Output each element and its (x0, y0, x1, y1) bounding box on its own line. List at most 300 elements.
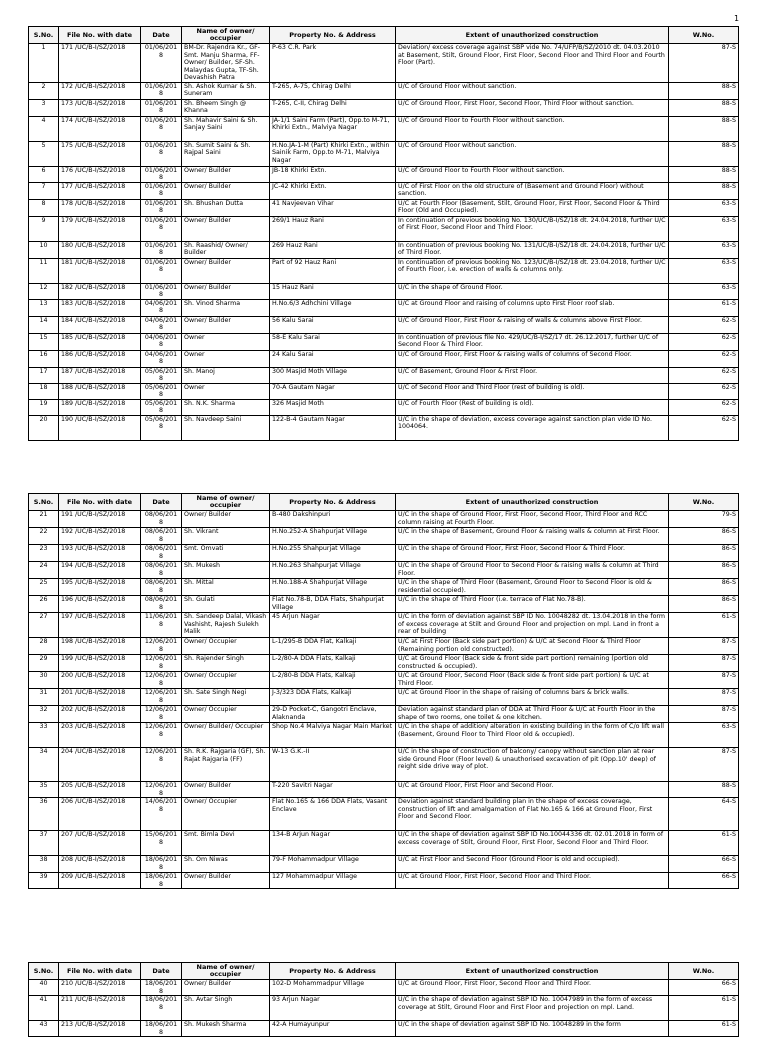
property-cell: H.No.JA-1-M (Part) Khirki Extn., within Sainik Farm, Opp.to M-71, Malviya Nagar (270, 141, 396, 166)
header-row (29, 27, 739, 44)
property-cell: 15 Hauz Rani (270, 283, 396, 299)
property-cell: H.No.188-A Shahpurjat Village (270, 579, 396, 596)
extent-cell: U/C of Second Floor and Third Floor (rest of building is old). (396, 383, 669, 399)
date-cell: 12/06/2018 (141, 706, 182, 723)
property-cell: 29-D Pocket-C, Gangotri Enclave, Alaknanda (270, 706, 396, 723)
property-cell: Flat No.165 & 166 DDA Flats, Vasant Enclave (270, 798, 396, 831)
records-table-3 (28, 962, 739, 1037)
owner-cell: Owner/ Builder (182, 283, 270, 299)
ward-no-cell: 61-S (669, 613, 739, 638)
header-wno: W.No. (669, 494, 739, 511)
sno-cell: 31 (29, 689, 59, 706)
date-cell: 08/06/2018 (141, 545, 182, 562)
extent-cell: In continuation of previous file No. 429/UC/B-I/SZ/17 dt. 26.12.2017, further U/C of Second Floor & Third Floor. (396, 333, 669, 350)
sno-cell: 43 (29, 1021, 59, 1037)
table-row (29, 798, 739, 831)
sno-cell: 36 (29, 798, 59, 831)
extent-cell: U/C in the shape of Ground Floor, First Floor, Second Floor & Third Floor. (396, 545, 669, 562)
extent-cell: U/C at Ground Floor, First Floor, Second Floor and Third Floor. (396, 873, 669, 889)
extent-cell: U/C at Ground Floor (Back side & front side part portion) remaining (portion old constructed & occupied). (396, 655, 669, 672)
sno-cell: 14 (29, 316, 59, 333)
table-row (29, 82, 739, 99)
owner-cell: Sh. Sandeep Dalal, Vikash Vashisht, Rajesh Sulekh Malik (182, 613, 270, 638)
table-row (29, 613, 739, 638)
ward-no-cell: 62-S (669, 383, 739, 399)
property-cell: 24 Kalu Sarai (270, 350, 396, 367)
file-no-cell: 179 /UC/B-I/SZ/2018 (59, 216, 141, 241)
table-row (29, 672, 739, 689)
header-wno: W.No. (669, 963, 739, 980)
ward-no-cell: 87-S (669, 638, 739, 655)
sno-cell: 21 (29, 511, 59, 528)
date-cell: 01/06/2018 (141, 116, 182, 141)
ward-no-cell: 63-S (669, 723, 739, 748)
header-row (29, 494, 739, 511)
ward-no-cell: 62-S (669, 316, 739, 333)
date-cell: 08/06/2018 (141, 596, 182, 613)
table-row (29, 182, 739, 199)
property-cell: 42-A Humayunpur (270, 1021, 396, 1037)
sno-cell: 5 (29, 141, 59, 166)
property-cell: 58-E Kalu Sarai (270, 333, 396, 350)
ward-no-cell: 66-S (669, 856, 739, 873)
table-row (29, 545, 739, 562)
property-cell: JC-42 Khirki Extn. (270, 182, 396, 199)
ward-no-cell: 61-S (669, 299, 739, 316)
date-cell: 12/06/2018 (141, 689, 182, 706)
extent-cell: Deviation against standard plan of DDA at Third Floor & U/C at Fourth Floor in the shape of two rooms, one toilet & one kitchen. (396, 706, 669, 723)
owner-cell: Owner (182, 333, 270, 350)
extent-cell: U/C of Basement, Ground Floor & First Floor. (396, 367, 669, 383)
table-row (29, 996, 739, 1021)
sno-cell: 6 (29, 166, 59, 182)
extent-cell: U/C at Ground Floor, First Floor, Second Floor and Third Floor. (396, 980, 669, 996)
property-cell: 326 Masjid Moth (270, 399, 396, 415)
sno-cell: 30 (29, 672, 59, 689)
owner-cell: Sh. Gulati (182, 596, 270, 613)
extent-cell: In continuation of previous booking No. 123/UC/B-I/SZ/18 dt. 23.04.2018, further U/C of Fourth Floor, i.e. erection of walls & columns only. (396, 258, 669, 283)
ward-no-cell: 88-S (669, 182, 739, 199)
table-row (29, 980, 739, 996)
header-property: Property No. & Address (270, 27, 396, 44)
sno-cell: 40 (29, 980, 59, 996)
owner-cell: Sh. Mukesh (182, 562, 270, 579)
file-no-cell: 183 /UC/B-I/SZ/2018 (59, 299, 141, 316)
table-body (29, 44, 739, 441)
ward-no-cell: 61-S (669, 1021, 739, 1037)
file-no-cell: 213 /UC/B-I/SZ/2018 (59, 1021, 141, 1037)
sno-cell: 3 (29, 99, 59, 116)
extent-cell: U/C at Ground Floor in the shape of raising of columns bars & brick walls. (396, 689, 669, 706)
date-cell: 01/06/2018 (141, 199, 182, 216)
extent-cell: U/C at Fourth Floor (Basement, Stilt, Ground Floor, First Floor, Second Floor & Third Floor (Old and Occupied). (396, 199, 669, 216)
table-row (29, 283, 739, 299)
table-row (29, 1021, 739, 1037)
header-file: File No. with date (59, 963, 141, 980)
property-cell: 41 Navjeevan Vihar (270, 199, 396, 216)
owner-cell: Sh. Avtar Singh (182, 996, 270, 1021)
file-no-cell: 194 /UC/B-I/SZ/2018 (59, 562, 141, 579)
owner-cell: Sh. Raashid/ Owner/ Builder (182, 241, 270, 258)
file-no-cell: 172 /UC/B-I/SZ/2018 (59, 82, 141, 99)
extent-cell: U/C in the form of deviation against SBP ID No. 10048282 dt. 13.04.2018 in the form of excess coverage at Stilt and Ground Floor and projection on mpl. Land in front a rear of building (396, 613, 669, 638)
sno-cell: 20 (29, 415, 59, 440)
property-cell: T-265, C-II, Chirag Delhi (270, 99, 396, 116)
header-file: File No. with date (59, 27, 141, 44)
ward-no-cell: 62-S (669, 333, 739, 350)
file-no-cell: 176 /UC/B-I/SZ/2018 (59, 166, 141, 182)
table-row (29, 655, 739, 672)
ward-no-cell: 63-S (669, 216, 739, 241)
date-cell: 08/06/2018 (141, 579, 182, 596)
owner-cell: Sh. N.K. Sharma (182, 399, 270, 415)
table-row (29, 748, 739, 782)
owner-cell: Owner/ Builder (182, 258, 270, 283)
ward-no-cell: 87-S (669, 655, 739, 672)
extent-cell: U/C of Ground Floor without sanction. (396, 141, 669, 166)
table-body (29, 511, 739, 889)
owner-cell: Owner/ Builder (182, 182, 270, 199)
sno-cell: 32 (29, 706, 59, 723)
extent-cell: U/C at Ground Floor and raising of columns upto First Floor roof slab. (396, 299, 669, 316)
property-cell: L-2/80-A DDA Flats, Kalkaji (270, 655, 396, 672)
sno-cell: 22 (29, 528, 59, 545)
property-cell: 127 Mohammadpur Village (270, 873, 396, 889)
file-no-cell: 206 /UC/B-I/SZ/2018 (59, 798, 141, 831)
date-cell: 01/06/2018 (141, 99, 182, 116)
owner-cell: Smt. Omvati (182, 545, 270, 562)
extent-cell: U/C in the shape of Ground Floor. (396, 283, 669, 299)
sno-cell: 29 (29, 655, 59, 672)
file-no-cell: 185 /UC/B-I/SZ/2018 (59, 333, 141, 350)
ward-no-cell: 63-S (669, 241, 739, 258)
owner-cell: Owner/ Builder (182, 216, 270, 241)
file-no-cell: 180 /UC/B-I/SZ/2018 (59, 241, 141, 258)
file-no-cell: 198 /UC/B-I/SZ/2018 (59, 638, 141, 655)
date-cell: 11/06/2018 (141, 613, 182, 638)
file-no-cell: 178 /UC/B-I/SZ/2018 (59, 199, 141, 216)
header-file: File No. with date (59, 494, 141, 511)
sno-cell: 39 (29, 873, 59, 889)
records-table-1 (28, 26, 739, 441)
header-row (29, 963, 739, 980)
sno-cell: 41 (29, 996, 59, 1021)
property-cell: L-1/295-B DDA Flat, Kalkaji (270, 638, 396, 655)
property-cell: 93 Arjun Nagar (270, 996, 396, 1021)
extent-cell: U/C at Ground Floor, First Floor and Second Floor. (396, 782, 669, 798)
sno-cell: 24 (29, 562, 59, 579)
date-cell: 01/06/2018 (141, 283, 182, 299)
property-cell: 102-D Mohammadpur Village (270, 980, 396, 996)
property-cell: L-2/80-B DDA Flats, Kalkaji (270, 672, 396, 689)
sno-cell: 19 (29, 399, 59, 415)
file-no-cell: 192 /UC/B-I/SZ/2018 (59, 528, 141, 545)
date-cell: 15/06/2018 (141, 831, 182, 856)
owner-cell: Sh. R.K. Rajgaria (GF), Sh. Rajat Rajgaria (FF) (182, 748, 270, 782)
extent-cell: U/C in the shape of Third Floor (i.e. terrace of Flat No.78-B). (396, 596, 669, 613)
property-cell: W-13 G.K.-II (270, 748, 396, 782)
sno-cell: 25 (29, 579, 59, 596)
table-row (29, 562, 739, 579)
owner-cell: Sh. Sumit Saini & Sh. Rajpal Saini (182, 141, 270, 166)
date-cell: 18/06/2018 (141, 980, 182, 996)
ward-no-cell: 63-S (669, 199, 739, 216)
date-cell: 18/06/2018 (141, 1021, 182, 1037)
table-row (29, 116, 739, 141)
property-cell: JA-1/1 Saini Farm (Part), Opp.to M-71, Khirki Extn., Malviya Nagar (270, 116, 396, 141)
ward-no-cell: 87-S (669, 748, 739, 782)
file-no-cell: 177 /UC/B-I/SZ/2018 (59, 182, 141, 199)
date-cell: 01/06/2018 (141, 44, 182, 83)
owner-cell: BM-Dr. Rajendra Kr., GF-Smt. Manju Sharma, FF-Owner/ Builder, SF-Sh. Malaydas Gupta, TF-Sh. Devashish Patra (182, 44, 270, 83)
file-no-cell: 210 /UC/B-I/SZ/2018 (59, 980, 141, 996)
extent-cell: U/C of Ground Floor, First Floor & raising walls of columns of Second Floor. (396, 350, 669, 367)
property-cell: Flat No.78-B, DDA Flats, Shahpurjat Village (270, 596, 396, 613)
sno-cell: 7 (29, 182, 59, 199)
owner-cell: Owner/ Occupier (182, 672, 270, 689)
file-no-cell: 175 /UC/B-I/SZ/2018 (59, 141, 141, 166)
owner-cell: Sh. Ashok Kumar & Sh. Suneram (182, 82, 270, 99)
date-cell: 05/06/2018 (141, 367, 182, 383)
header-extent: Extent of unauthorized construction (396, 27, 669, 44)
sno-cell: 11 (29, 258, 59, 283)
sno-cell: 37 (29, 831, 59, 856)
property-cell: 134-B Arjun Nagar (270, 831, 396, 856)
property-cell: 300 Masjid Moth Village (270, 367, 396, 383)
date-cell: 08/06/2018 (141, 511, 182, 528)
ward-no-cell: 66-S (669, 980, 739, 996)
file-no-cell: 173 /UC/B-I/SZ/2018 (59, 99, 141, 116)
extent-cell: U/C at First Floor (Back side part portion) & U/C at Second Floor & Third Floor (Remaining portion old constructed). (396, 638, 669, 655)
file-no-cell: 205 /UC/B-I/SZ/2018 (59, 782, 141, 798)
date-cell: 18/06/2018 (141, 856, 182, 873)
table-row (29, 333, 739, 350)
header-property: Property No. & Address (270, 963, 396, 980)
sno-cell: 1 (29, 44, 59, 83)
header-sno: S.No. (29, 27, 59, 44)
extent-cell: U/C of Ground Floor, First Floor, Second Floor, Third Floor without sanction. (396, 99, 669, 116)
header-extent: Extent of unauthorized construction (396, 963, 669, 980)
date-cell: 12/06/2018 (141, 672, 182, 689)
sno-cell: 33 (29, 723, 59, 748)
owner-cell: Owner/ Builder (182, 511, 270, 528)
sno-cell: 12 (29, 283, 59, 299)
date-cell: 04/06/2018 (141, 299, 182, 316)
file-no-cell: 188 /UC/B-I/SZ/2018 (59, 383, 141, 399)
ward-no-cell: 88-S (669, 99, 739, 116)
file-no-cell: 190 /UC/B-I/SZ/2018 (59, 415, 141, 440)
file-no-cell: 208 /UC/B-I/SZ/2018 (59, 856, 141, 873)
table-row (29, 258, 739, 283)
extent-cell: In continuation of previous booking No. 130/UC/B-I/SZ/18 dt. 24.04.2018, further U/C of First Floor, Second Floor and Third Floor. (396, 216, 669, 241)
extent-cell: U/C at Ground Floor, Second Floor (Back side & front side part portion) & U/C at Third Floor. (396, 672, 669, 689)
ward-no-cell: 61-S (669, 996, 739, 1021)
property-cell: H.No.6/3 Adhchini Village (270, 299, 396, 316)
table-body (29, 980, 739, 1037)
extent-cell: U/C of Fourth Floor (Rest of building is old). (396, 399, 669, 415)
extent-cell: U/C in the shape of deviation against SBP ID No.10044336 dt. 02.01.2018 in form of excess coverage of Stilt, Ground Floor, First Floor, Second Floor and Third Floor. (396, 831, 669, 856)
sno-cell: 16 (29, 350, 59, 367)
file-no-cell: 193 /UC/B-I/SZ/2018 (59, 545, 141, 562)
date-cell: 18/06/2018 (141, 873, 182, 889)
table-row (29, 723, 739, 748)
ward-no-cell: 62-S (669, 415, 739, 440)
sno-cell: 18 (29, 383, 59, 399)
ward-no-cell: 63-S (669, 283, 739, 299)
file-no-cell: 204 /UC/B-I/SZ/2018 (59, 748, 141, 782)
property-cell: 269 Hauz Rani (270, 241, 396, 258)
table-row (29, 350, 739, 367)
owner-cell: Owner/ Builder (182, 782, 270, 798)
date-cell: 04/06/2018 (141, 316, 182, 333)
sno-cell: 9 (29, 216, 59, 241)
file-no-cell: 199 /UC/B-I/SZ/2018 (59, 655, 141, 672)
owner-cell: Smt. Bimla Devi (182, 831, 270, 856)
ward-no-cell: 86-S (669, 545, 739, 562)
table-row (29, 166, 739, 182)
table-row (29, 199, 739, 216)
date-cell: 05/06/2018 (141, 399, 182, 415)
ward-no-cell: 86-S (669, 528, 739, 545)
owner-cell: Sh. Mahavir Saini & Sh. Sanjay Saini (182, 116, 270, 141)
file-no-cell: 203 /UC/B-I/SZ/2018 (59, 723, 141, 748)
extent-cell: U/C in the shape of deviation against SBP ID No. 10047989 in the form of excess coverage at Stilt, Ground Floor and First Floor and projection on mpl. Land. (396, 996, 669, 1021)
records-table-2 (28, 493, 739, 889)
table-row (29, 873, 739, 889)
table-row (29, 596, 739, 613)
sno-cell: 15 (29, 333, 59, 350)
owner-cell: Owner (182, 350, 270, 367)
header-date: Date (141, 27, 182, 44)
property-cell: H.No.263 Shahpurjat Village (270, 562, 396, 579)
ward-no-cell: 88-S (669, 782, 739, 798)
table-row (29, 706, 739, 723)
date-cell: 18/06/2018 (141, 996, 182, 1021)
property-cell: P-63 C.R. Park (270, 44, 396, 83)
property-cell: H.No.255 Shahpurjat Village (270, 545, 396, 562)
property-cell: JB-18 Khirki Extn. (270, 166, 396, 182)
date-cell: 04/06/2018 (141, 350, 182, 367)
owner-cell: Sh. Manoj (182, 367, 270, 383)
table-row (29, 856, 739, 873)
table-row (29, 367, 739, 383)
property-cell: Shop No.4 Malviya Nagar Main Market (270, 723, 396, 748)
extent-cell: U/C of First Floor on the old structure of (Basement and Ground Floor) without sanction. (396, 182, 669, 199)
owner-cell: Sh. Sate Singh Negi (182, 689, 270, 706)
property-cell: Part of 92 Hauz Rani (270, 258, 396, 283)
sno-cell: 35 (29, 782, 59, 798)
date-cell: 01/06/2018 (141, 166, 182, 182)
file-no-cell: 174 /UC/B-I/SZ/2018 (59, 116, 141, 141)
extent-cell: U/C in the shape of Ground Floor to Second Floor & raising walls & column at Third Floor. (396, 562, 669, 579)
file-no-cell: 181 /UC/B-I/SZ/2018 (59, 258, 141, 283)
file-no-cell: 200 /UC/B-I/SZ/2018 (59, 672, 141, 689)
owner-cell: Sh. Mittal (182, 579, 270, 596)
file-no-cell: 207 /UC/B-I/SZ/2018 (59, 831, 141, 856)
property-cell: 45 Arjun Nagar (270, 613, 396, 638)
header-sno: S.No. (29, 963, 59, 980)
file-no-cell: 186 /UC/B-I/SZ/2018 (59, 350, 141, 367)
date-cell: 01/06/2018 (141, 258, 182, 283)
sno-cell: 34 (29, 748, 59, 782)
date-cell: 04/06/2018 (141, 333, 182, 350)
extent-cell: U/C in the shape of Ground Floor, First Floor, Second Floor, Third Floor and RCC column raising at Fourth Floor. (396, 511, 669, 528)
property-cell: H.No.252-A Shahpurjat Village (270, 528, 396, 545)
table-row (29, 216, 739, 241)
owner-cell: Owner/ Builder (182, 166, 270, 182)
owner-cell: Sh. Rajender Singh (182, 655, 270, 672)
extent-cell: U/C of Ground Floor, First Floor & raising of walls & columns above First Floor. (396, 316, 669, 333)
property-cell: 70-A Gautam Nagar (270, 383, 396, 399)
extent-cell: U/C in the shape of construction of balcony/ canopy without sanction plan at rear side Ground Floor (Floor level) & unauthorised excavation of pit (Opp.10' deep) of reight side drive way of plot. (396, 748, 669, 782)
sno-cell: 4 (29, 116, 59, 141)
file-no-cell: 182 /UC/B-I/SZ/2018 (59, 283, 141, 299)
header-wno: W.No. (669, 27, 739, 44)
file-no-cell: 197 /UC/B-I/SZ/2018 (59, 613, 141, 638)
table-row (29, 99, 739, 116)
table-row (29, 831, 739, 856)
ward-no-cell: 88-S (669, 82, 739, 99)
owner-cell: Owner/ Builder (182, 873, 270, 889)
sno-cell: 8 (29, 199, 59, 216)
ward-no-cell: 88-S (669, 166, 739, 182)
ward-no-cell: 87-S (669, 689, 739, 706)
table-row (29, 782, 739, 798)
header-extent: Extent of unauthorized construction (396, 494, 669, 511)
sno-cell: 10 (29, 241, 59, 258)
owner-cell: Sh. Mukesh Sharma (182, 1021, 270, 1037)
table-row (29, 579, 739, 596)
owner-cell: Owner/ Builder (182, 316, 270, 333)
date-cell: 01/06/2018 (141, 241, 182, 258)
ward-no-cell: 88-S (669, 141, 739, 166)
ward-no-cell: 86-S (669, 579, 739, 596)
owner-cell: Sh. Navdeep Saini (182, 415, 270, 440)
date-cell: 14/06/2018 (141, 798, 182, 831)
owner-cell: Owner/ Builder/ Occupier (182, 723, 270, 748)
file-no-cell: 191 /UC/B-I/SZ/2018 (59, 511, 141, 528)
date-cell: 05/06/2018 (141, 415, 182, 440)
ward-no-cell: 62-S (669, 367, 739, 383)
table-row (29, 399, 739, 415)
date-cell: 01/06/2018 (141, 82, 182, 99)
file-no-cell: 202 /UC/B-I/SZ/2018 (59, 706, 141, 723)
extent-cell: U/C in the shape of deviation, excess coverage against sanction plan vide ID No. 1004064. (396, 415, 669, 440)
ward-no-cell: 63-S (669, 258, 739, 283)
header-sno: S.No. (29, 494, 59, 511)
table-row (29, 689, 739, 706)
extent-cell: Deviation against standard building plan in the shape of excess coverage, construction of lift and amalgamation of Flat No.165 & 166 at Ground Floor, First Floor and Second Floor. (396, 798, 669, 831)
property-cell: 122-B-4 Gautam Nagar (270, 415, 396, 440)
table-row (29, 383, 739, 399)
ward-no-cell: 66-S (669, 873, 739, 889)
extent-cell: U/C in the shape of Third Floor (Basement, Ground Floor to Second Floor is old & residential occupied). (396, 579, 669, 596)
date-cell: 05/06/2018 (141, 383, 182, 399)
property-cell: B-480 Dakshinpuri (270, 511, 396, 528)
file-no-cell: 189 /UC/B-I/SZ/2018 (59, 399, 141, 415)
ward-no-cell: 62-S (669, 350, 739, 367)
date-cell: 08/06/2018 (141, 562, 182, 579)
property-cell: T-220 Savitri Nagar (270, 782, 396, 798)
owner-cell: Sh. Bheem Singh @ Khanna (182, 99, 270, 116)
ward-no-cell: 86-S (669, 596, 739, 613)
ward-no-cell: 87-S (669, 44, 739, 83)
header-date: Date (141, 963, 182, 980)
owner-cell: Owner/ Builder (182, 980, 270, 996)
header-owner: Name of owner/ occupier (182, 963, 270, 980)
ward-no-cell: 87-S (669, 706, 739, 723)
table-row (29, 316, 739, 333)
